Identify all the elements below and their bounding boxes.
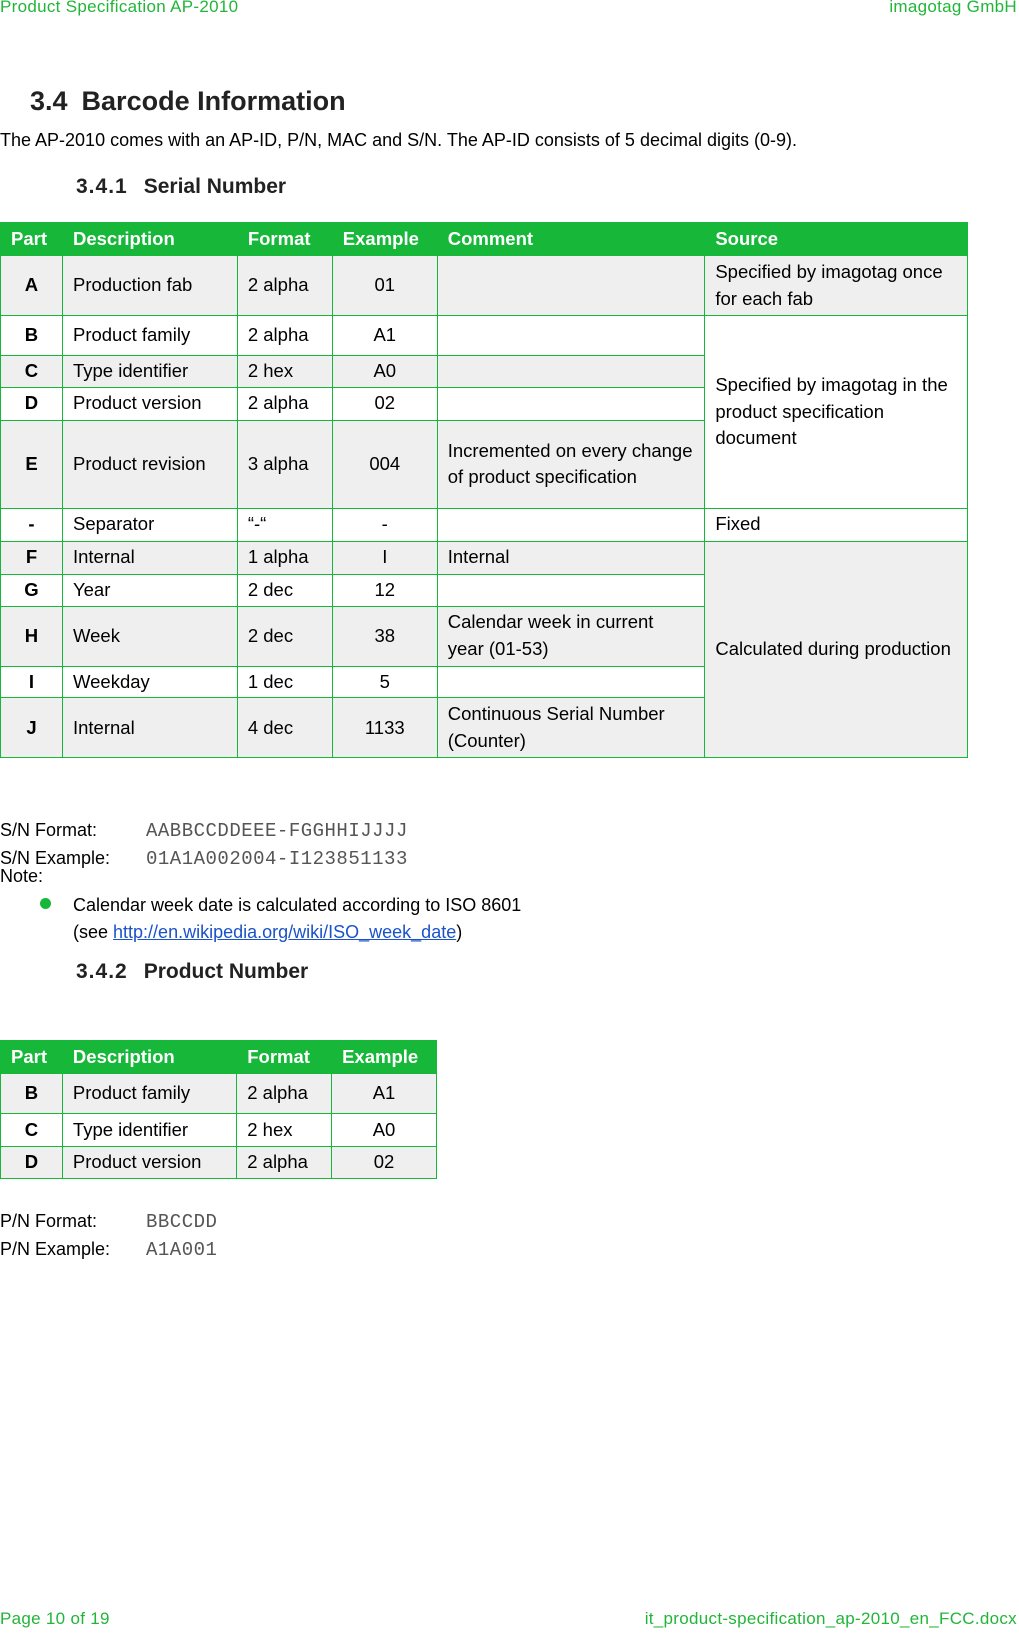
col-header-example: Example [332, 1041, 437, 1074]
pn-format-label: P/N Format: [0, 1211, 98, 1231]
note-label: Note: [0, 866, 44, 886]
cell-format: 3 alpha [237, 420, 332, 508]
cell-example: 1133 [332, 698, 437, 758]
cell-part: F [1, 541, 63, 574]
col-header-description: Description [62, 1041, 236, 1074]
cell-description: Week [62, 606, 237, 666]
table-row [1, 541, 968, 574]
col-header-format: Format [237, 1041, 332, 1074]
cell-example: A0 [332, 1114, 437, 1147]
cell-part: B [1, 316, 63, 356]
cell-description: Weekday [62, 666, 237, 698]
cell-example: - [332, 508, 437, 541]
note-bullet-text: Calendar week date is calculated according to ISO 8601 [73, 895, 522, 915]
cell-part: D [1, 387, 63, 420]
footer-page-number: Page 10 of 19 [0, 1609, 110, 1628]
serial-heading [76, 175, 286, 199]
cell-example: A1 [332, 316, 437, 356]
table-row [1, 1114, 437, 1147]
cell-part: J [1, 698, 63, 758]
cell-part: G [1, 574, 63, 606]
cell-comment [437, 574, 705, 606]
footer-filename: it_product-specification_ap-2010_en_FCC.docx [644, 1609, 1017, 1628]
cell-example: 004 [332, 420, 437, 508]
sn-format-line [0, 820, 408, 842]
cell-example: 5 [332, 666, 437, 698]
cell-example: 02 [332, 1147, 437, 1179]
cell-comment [437, 316, 705, 356]
pn-example-line [0, 1239, 217, 1261]
cell-format: 4 dec [237, 698, 332, 758]
cell-example: 38 [332, 606, 437, 666]
col-header-format: Format [237, 223, 332, 256]
cell-part: A [1, 256, 63, 316]
pn-format-value: BBCCDD [146, 1211, 218, 1233]
cell-format: 2 alpha [237, 256, 332, 316]
sn-example-label: S/N Example: [0, 848, 111, 868]
table-row [1, 508, 968, 541]
cell-description: Internal [62, 541, 237, 574]
cell-description: Internal [62, 698, 237, 758]
sn-example-value: 01A1A002004-I123851133 [146, 848, 408, 870]
header-company: imagotag GmbH [889, 0, 1017, 16]
cell-comment: Calendar week in current year (01-53) [437, 606, 705, 666]
cell-part: I [1, 666, 63, 698]
col-header-example: Example [332, 223, 437, 256]
sn-format-label: S/N Format: [0, 820, 98, 840]
cell-comment: Incremented on every change of product specification [437, 420, 705, 508]
cell-description: Production fab [62, 256, 237, 316]
cell-comment [437, 256, 705, 316]
cell-part: C [1, 356, 63, 388]
cell-part: B [1, 1074, 63, 1114]
cell-format: 2 alpha [237, 1147, 332, 1179]
cell-format: 2 alpha [237, 387, 332, 420]
cell-format: 2 alpha [237, 1074, 332, 1114]
table-row [1, 316, 968, 356]
col-header-description: Description [62, 223, 237, 256]
cell-description: Product revision [62, 420, 237, 508]
product-heading [76, 960, 308, 984]
table-header-row [1, 1041, 437, 1074]
cell-comment: Internal [437, 541, 705, 574]
pn-example-label: P/N Example: [0, 1239, 111, 1259]
sn-format-value: AABBCCDDEEE-FGGHHIJJJJ [146, 820, 408, 842]
cell-part: C [1, 1114, 63, 1147]
intro-paragraph: The AP-2010 comes with an AP-ID, P/N, MAC and S/N. The AP-ID consists of 5 decimal digits (0-9). [0, 130, 797, 150]
cell-comment [437, 387, 705, 420]
cell-part: D [1, 1147, 63, 1179]
cell-comment [437, 666, 705, 698]
cell-description: Product family [62, 1074, 236, 1114]
cell-format: 2 alpha [237, 316, 332, 356]
table-row [1, 256, 968, 316]
cell-format: 2 hex [237, 356, 332, 388]
section-heading [30, 86, 346, 117]
cell-source: Specified by imagotag once for each fab [705, 256, 968, 316]
cell-description: Year [62, 574, 237, 606]
cell-format: 2 dec [237, 574, 332, 606]
cell-source: Calculated during production [705, 541, 968, 758]
cell-part: - [1, 508, 63, 541]
product-heading-number: 3.4.2 [76, 960, 128, 983]
bullet-dot-icon [40, 898, 51, 909]
col-header-source: Source [705, 223, 968, 256]
cell-example: 01 [332, 256, 437, 316]
cell-description: Type identifier [62, 1114, 236, 1147]
sn-example-line [0, 848, 408, 870]
note-link-suffix: ) [456, 922, 463, 942]
cell-format: 1 dec [237, 666, 332, 698]
cell-part: E [1, 420, 63, 508]
section-number: 3.4 [30, 86, 68, 116]
serial-heading-number: 3.4.1 [76, 175, 128, 198]
serial-heading-title: Serial Number [143, 175, 287, 198]
pn-format-line [0, 1211, 217, 1233]
cell-example: I [332, 541, 437, 574]
table-row [1, 1147, 437, 1179]
cell-source: Fixed [705, 508, 968, 541]
cell-format: 1 alpha [237, 541, 332, 574]
col-header-comment: Comment [437, 223, 705, 256]
cell-description: Product family [62, 316, 237, 356]
cell-example: 12 [332, 574, 437, 606]
cell-part: H [1, 606, 63, 666]
note-link-prefix: (see [73, 922, 114, 942]
table-row [1, 1074, 437, 1114]
product-number-table [0, 1040, 437, 1179]
cell-format: “-“ [237, 508, 332, 541]
cell-example: A1 [332, 1074, 437, 1114]
cell-format: 2 dec [237, 606, 332, 666]
section-title: Barcode Information [81, 86, 346, 116]
cell-comment [437, 508, 705, 541]
iso-week-date-link[interactable]: http://en.wikipedia.org/wiki/ISO_week_date [113, 922, 457, 942]
cell-description: Separator [62, 508, 237, 541]
cell-description: Product version [62, 387, 237, 420]
cell-source: Specified by imagotag in the product specification document [705, 316, 968, 509]
cell-comment [437, 356, 705, 388]
cell-example: 02 [332, 387, 437, 420]
cell-description: Type identifier [62, 356, 237, 388]
cell-example: A0 [332, 356, 437, 388]
col-header-part: Part [1, 1041, 63, 1074]
col-header-part: Part [1, 223, 63, 256]
table-header-row [1, 223, 968, 256]
cell-comment: Continuous Serial Number (Counter) [437, 698, 705, 758]
pn-example-value: A1A001 [146, 1239, 218, 1261]
cell-description: Product version [62, 1147, 236, 1179]
header-doc-title: Product Specification AP-2010 [0, 0, 239, 16]
serial-number-table [0, 222, 968, 758]
product-heading-title: Product Number [143, 960, 309, 983]
cell-format: 2 hex [237, 1114, 332, 1147]
